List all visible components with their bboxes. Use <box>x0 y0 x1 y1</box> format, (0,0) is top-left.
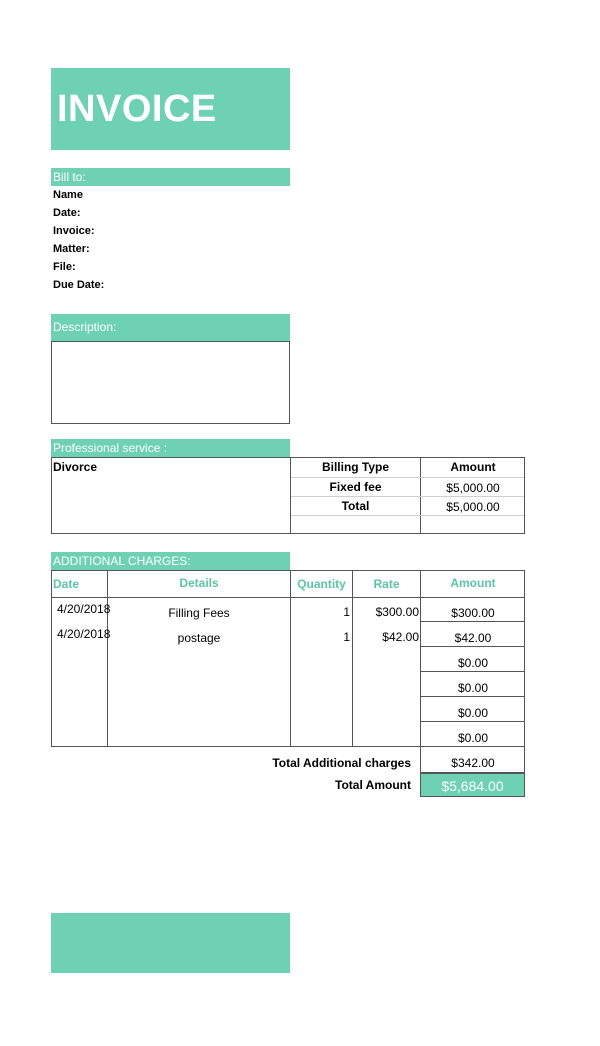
total-amount-value: $5,684.00 <box>441 778 504 794</box>
billing-type-cell: Fixed fee <box>329 480 382 494</box>
rate-column-header: Rate <box>373 577 400 591</box>
bill-field-matter: Matter: <box>53 243 90 255</box>
footer-banner <box>51 913 290 973</box>
service-name: Divorce <box>53 460 98 474</box>
additional-charges-header: ADDITIONAL CHARGES: <box>51 552 290 570</box>
charge-quantity: 1 <box>343 605 350 619</box>
description-header: Description: <box>51 314 290 341</box>
professional-service-header: Professional service : <box>51 439 290 457</box>
amount-row-divider <box>420 671 525 672</box>
charge-rate: $300.00 <box>375 605 419 619</box>
amount-row-divider <box>420 621 525 622</box>
table-header-divider <box>51 597 525 598</box>
table-gridline <box>291 515 524 516</box>
charge-quantity: 1 <box>343 630 350 644</box>
billing-type-header: Billing Type <box>321 460 390 474</box>
table-gridline <box>291 477 524 478</box>
description-box[interactable] <box>51 341 290 424</box>
invoice-title: INVOICE <box>57 88 217 130</box>
charge-details: Filling Fees <box>168 606 230 620</box>
total-amount-label: Total Amount <box>335 778 411 792</box>
charge-details: postage <box>177 631 221 645</box>
charge-amount: $42.00 <box>454 631 492 645</box>
total-additional-label: Total Additional charges <box>272 756 411 770</box>
bill-field-date: Date: <box>53 207 81 219</box>
invoice-title-banner <box>51 68 290 150</box>
charge-date: 4/20/2018 <box>57 627 111 641</box>
bill-field-invoice: Invoice: <box>53 225 95 237</box>
table-divider <box>290 570 291 747</box>
total-amount-box <box>420 773 525 797</box>
table-divider <box>107 570 108 747</box>
bill-field-name: Name <box>53 189 83 201</box>
amount-row-divider <box>420 646 525 647</box>
amount-row-divider <box>420 721 525 722</box>
charge-amount: $0.00 <box>457 656 489 670</box>
date-column-header: Date <box>53 577 80 591</box>
charge-amount: $0.00 <box>457 681 489 695</box>
charge-date: 4/20/2018 <box>57 602 111 616</box>
amount-cell: $5,000.00 <box>446 481 500 495</box>
table-divider <box>352 570 353 747</box>
bill-field-file: File: <box>53 261 76 273</box>
charge-amount: $0.00 <box>457 731 489 745</box>
details-column-header: Details <box>179 576 219 590</box>
billing-total-amount: $5,000.00 <box>446 500 500 514</box>
charge-amount: $300.00 <box>451 606 495 620</box>
charge-rate: $42.00 <box>382 630 419 644</box>
charge-amount: $0.00 <box>457 706 489 720</box>
bill-field-due-date: Due Date: <box>53 279 105 291</box>
total-additional-value: $342.00 <box>451 756 495 770</box>
amount-column-header: Amount <box>450 576 496 590</box>
billing-total-label: Total <box>341 499 370 513</box>
table-gridline <box>291 496 524 497</box>
quantity-column-header: Quantity <box>297 577 346 591</box>
bill-to-header: Bill to: <box>51 168 290 186</box>
amount-header: Amount <box>450 460 496 474</box>
amount-row-divider <box>420 696 525 697</box>
